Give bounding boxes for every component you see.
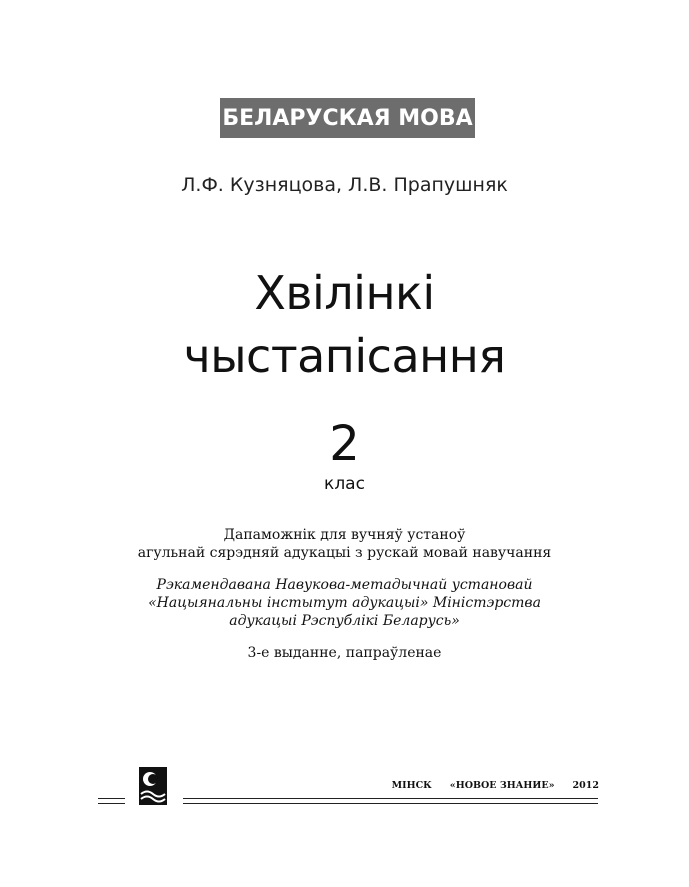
footer-rule-left-2 [98,803,125,804]
authors: Л.Ф. Кузняцова, Л.В. Прапушняк [181,174,508,196]
book-title-line-2: чыстапісання [183,329,506,383]
series-label: БЕЛАРУСКАЯ МОВА [220,98,475,138]
publisher-logo-icon [139,767,167,805]
description-line-1: Дапаможнік для вучняў устаноў [223,527,466,543]
grade-word: клас [324,474,365,494]
footer-rule-right-1 [183,798,598,799]
footer-rule-left-1 [98,798,125,799]
book-title-line-1: Хвілінкі [254,266,435,320]
footer-rule-right-2 [183,803,598,804]
grade-number: 2 [329,416,360,472]
edition-note: 3-е выданне, папраўленае [247,645,442,661]
publisher-name: «НОВОЕ ЗНАНИЕ» [449,780,555,791]
recommendation-line-2: «Нацыянальны інстытут адукацыі» Міністэрства [148,595,541,611]
description-line-2: агульнай сярэдняй адукацыі з рускай мовай навучання [137,545,552,561]
recommendation-line-1: Рэкамендавана Навукова-метадычнай установай [156,577,533,593]
recommendation-line-3: адукацыі Рэспублікі Беларусь» [229,613,460,629]
publisher-imprint [392,780,599,791]
publication-year: 2012 [572,780,599,791]
publisher-city: МІНСК [391,780,432,791]
